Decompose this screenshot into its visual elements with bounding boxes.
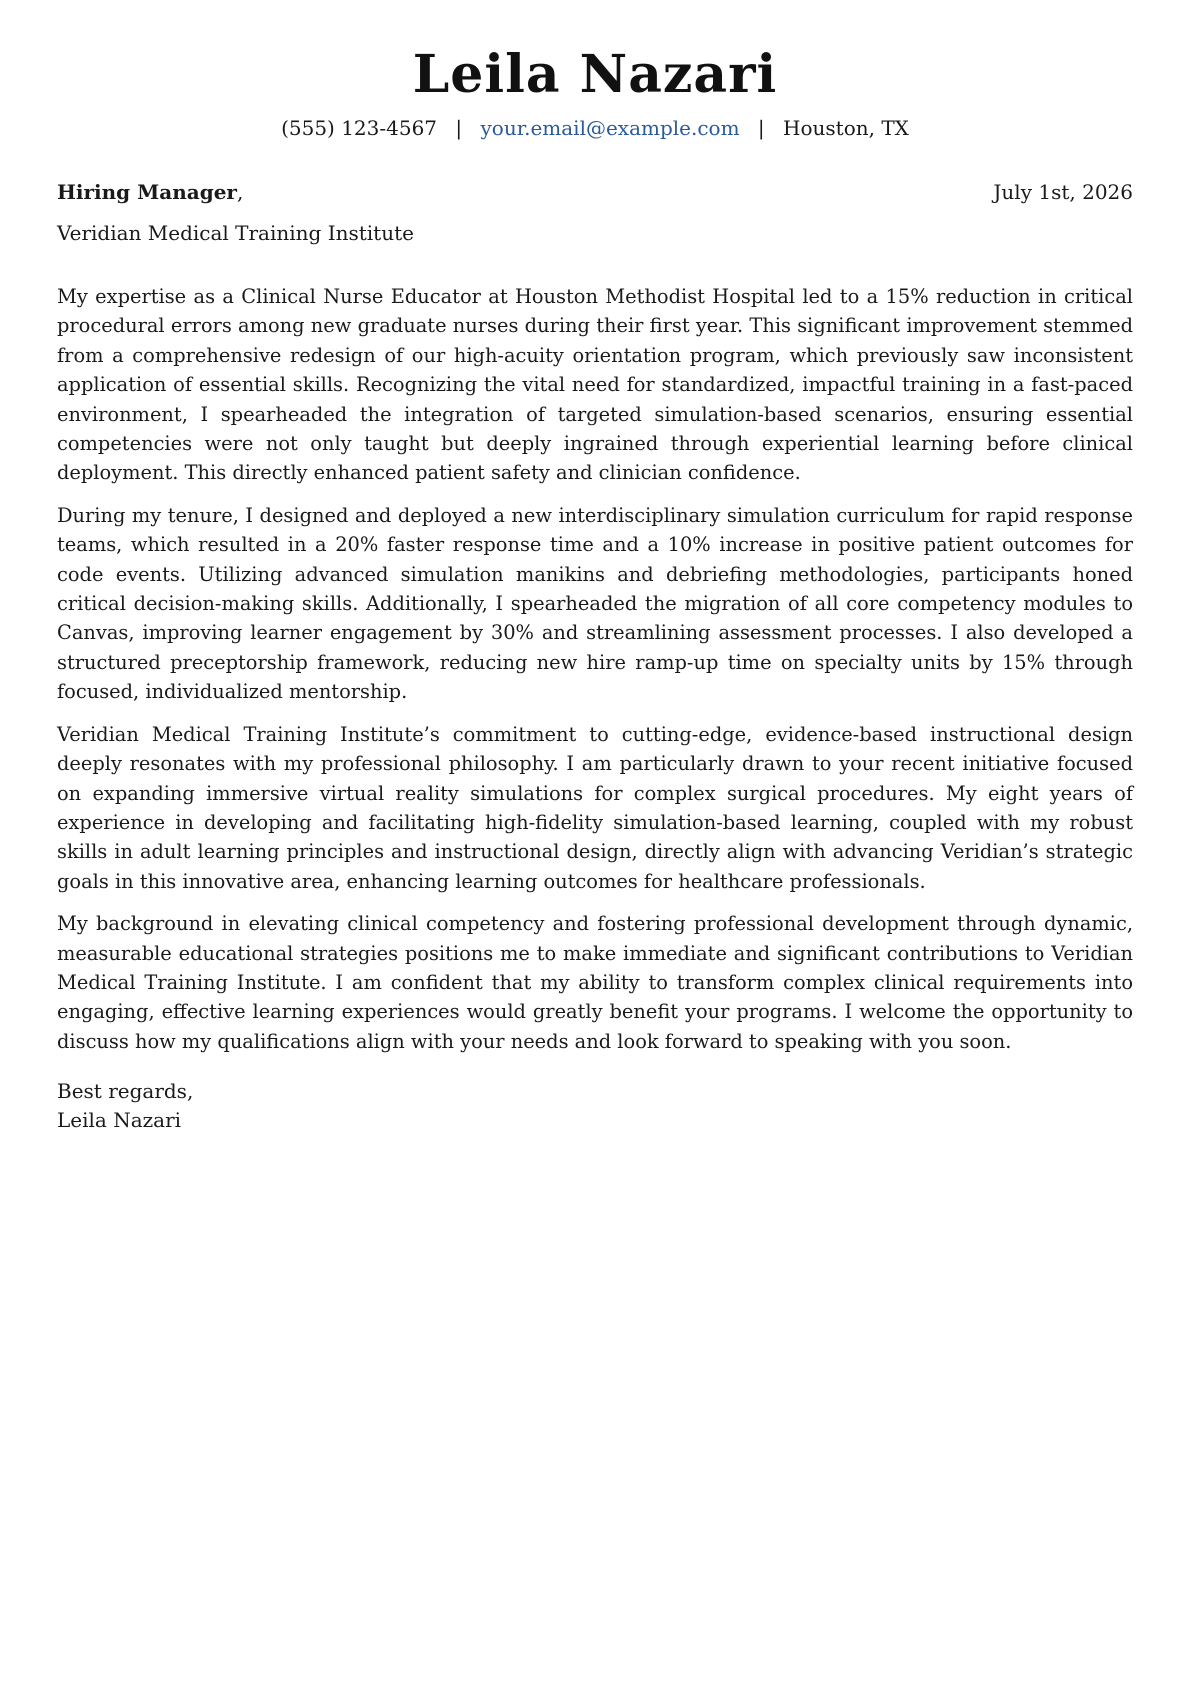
location: Houston, TX bbox=[783, 116, 909, 140]
contact-separator: | bbox=[455, 116, 463, 140]
recipient-name: Hiring Manager bbox=[57, 180, 237, 204]
signature-name: Leila Nazari bbox=[57, 1108, 182, 1132]
recipient-comma: , bbox=[236, 180, 244, 204]
contact-line bbox=[57, 114, 1133, 142]
contact-separator: | bbox=[757, 116, 765, 140]
cover-letter-page bbox=[57, 0, 1133, 1683]
applicant-name: Leila Nazari bbox=[412, 44, 778, 105]
closing-block bbox=[57, 1077, 193, 1135]
email-link[interactable]: your.email@example.com bbox=[480, 116, 740, 140]
company-name: Veridian Medical Training Institute bbox=[57, 221, 414, 245]
closing-salutation: Best regards, bbox=[57, 1079, 194, 1103]
paragraph-2: During my tenure, I designed and deployed a new interdisciplinary simulation curriculum for rapid response teams, which resulted in a 20% faster response time and a 10% increase in positive patient outcomes for code events. Utilizing advanced simulation manikins and debriefing methodologies, participants honed critical decision-making skills. Additionally, I spearheaded the migration of all core competency modules to Canvas, improving learner engagement by 30% and streamlining assessment processes. I also developed a structured preceptorship framework, reducing new hire ramp-up time on specialty units by 15% through focused, individualized mentorship. bbox=[57, 503, 1133, 704]
paragraph-4: My background in elevating clinical competency and fostering professional development through dynamic, measurable educational strategies positions me to make immediate and significant contributions to Veridian Medical Training Institute. I am confident that my ability to transform complex clinical requirements into engaging, effective learning experiences would greatly benefit your programs. I welcome the opportunity to discuss how my qualifications align with your needs and look forward to speaking with you soon. bbox=[57, 912, 1133, 1053]
recipient-line bbox=[57, 178, 243, 206]
letter-body bbox=[57, 282, 1133, 1069]
paragraph-3: Veridian Medical Training Institute’s commitment to cutting-edge, evidence-based instructional design deeply resonates with my professional philosophy. I am particularly drawn to your recent initiative focused on expanding immersive virtual reality simulations for complex surgical procedures. My eight years of experience in developing and facilitating high-fidelity simulation-based learning, coupled with my robust skills in adult learning principles and instructional design, directly align with advancing Veridian’s strategic goals in this innovative area, enhancing learning outcomes for healthcare professionals. bbox=[57, 722, 1133, 893]
paragraph-1: My expertise as a Clinical Nurse Educator at Houston Methodist Hospital led to a 15% reduction in critical procedural errors among new graduate nurses during their first year. This significant improvement stemmed from a comprehensive redesign of our high-acuity orientation program, which previously saw inconsistent application of essential skills. Recognizing the vital need for standardized, impactful training in a fast-paced environment, I spearheaded the integration of targeted simulation-based scenarios, ensuring essential competencies were not only taught but deeply ingrained through experiential learning before clinical deployment. This directly enhanced patient safety and clinician confidence. bbox=[57, 285, 1133, 485]
letter-date: July 1st, 2026 bbox=[993, 180, 1133, 204]
phone-number: (555) 123-4567 bbox=[281, 116, 438, 140]
